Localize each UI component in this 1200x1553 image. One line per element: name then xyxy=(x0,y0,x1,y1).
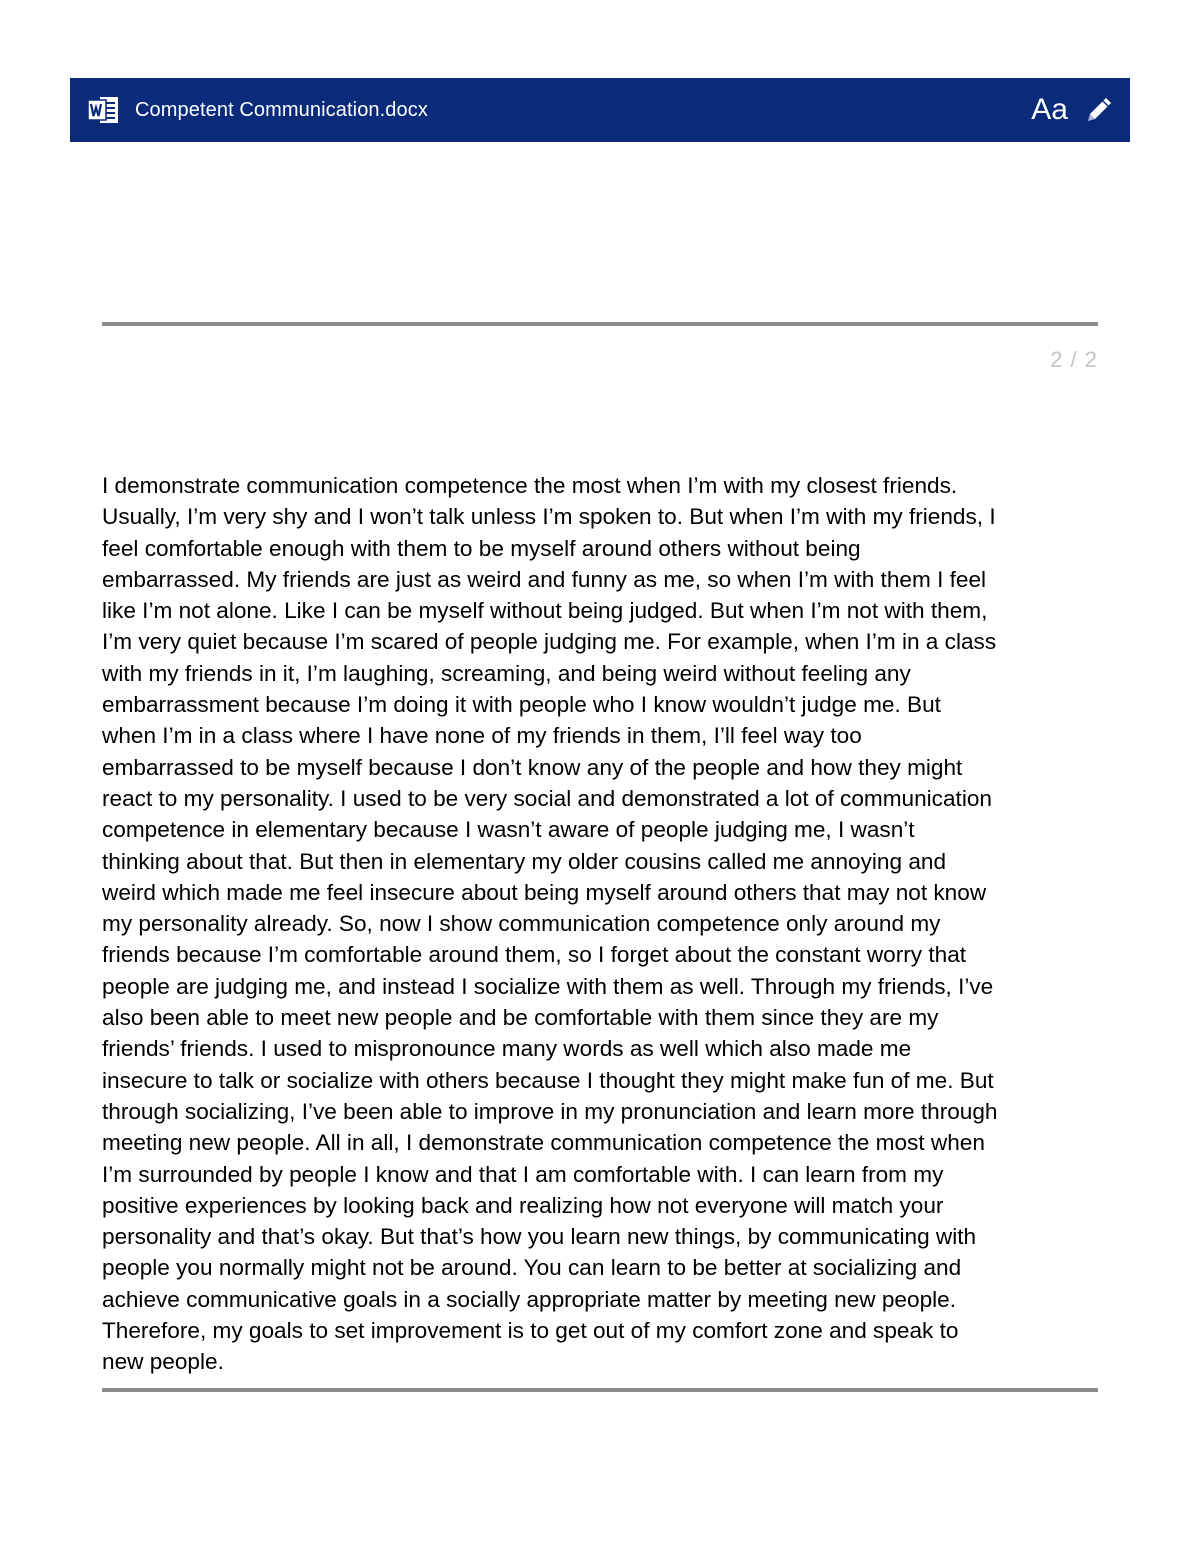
word-icon xyxy=(86,92,122,128)
font-size-button[interactable]: Aa xyxy=(1031,93,1068,126)
pencil-icon[interactable] xyxy=(1082,93,1116,127)
document-title-bar xyxy=(70,78,1130,142)
page-indicator: 2 / 2 xyxy=(1050,347,1098,372)
page-separator-top xyxy=(102,322,1098,326)
page-separator-bottom xyxy=(102,1388,1098,1392)
document-body-paragraph: I demonstrate communication competence the most when I’m with my closest friends. Usually, I’m very shy and I won’t talk unless I’m spoken to. But when I’m with my friends, I feel comfortable enough with them to be myself around others without being embarrassed. My friends are just as weird and funny as me, so when I’m with them I feel like I’m not alone. Like I can be myself without being judged. But when I’m not with them, I’m very quiet because I’m scared of people judging me. For example, when I’m in a class with my friends in it, I’m laughing, screaming, and being weird without feeling any embarrassment because I’m doing it with people who I know wouldn’t judge me. But when I’m in a class where I have none of my friends in them, I’ll feel way too embarrassed to be myself because I don’t know any of the people and how they might react to my personality. I used to be very social and demonstrated a lot of communication competence in elementary because I wasn’t aware of people judging me, I wasn’t thinking about that. But then in elementary my older cousins called me annoying and weird which made me feel insecure about being myself around others that may not know my personality already. So, now I show communication competence only around my friends because I’m comfortable around them, so I forget about the constant worry that people are judging me, and instead I socialize with them as well. Through my friends, I’ve also been able to meet new people and be comfortable with them since they are my friends’ friends. I used to mispronounce many words as well which also made me insecure to talk or socialize with others because I thought they might make fun of me. But through socializing, I’ve been able to improve in my pronunciation and learn more through meeting new people. All in all, I demonstrate communication competence the most when I’m surrounded by people I know and that I am comfortable with. I can learn from my positive experiences by looking back and realizing how not everyone will match your personality and that’s okay. But that’s how you learn new things, by communicating with people you normally might not be around. You can learn to be better at socializing and achieve communicative goals in a socially appropriate matter by meeting new people. Therefore, my goals to set improvement is to get out of my comfort zone and speak to new people. xyxy=(102,473,998,1375)
document-title: Competent Communication.docx xyxy=(135,98,428,121)
